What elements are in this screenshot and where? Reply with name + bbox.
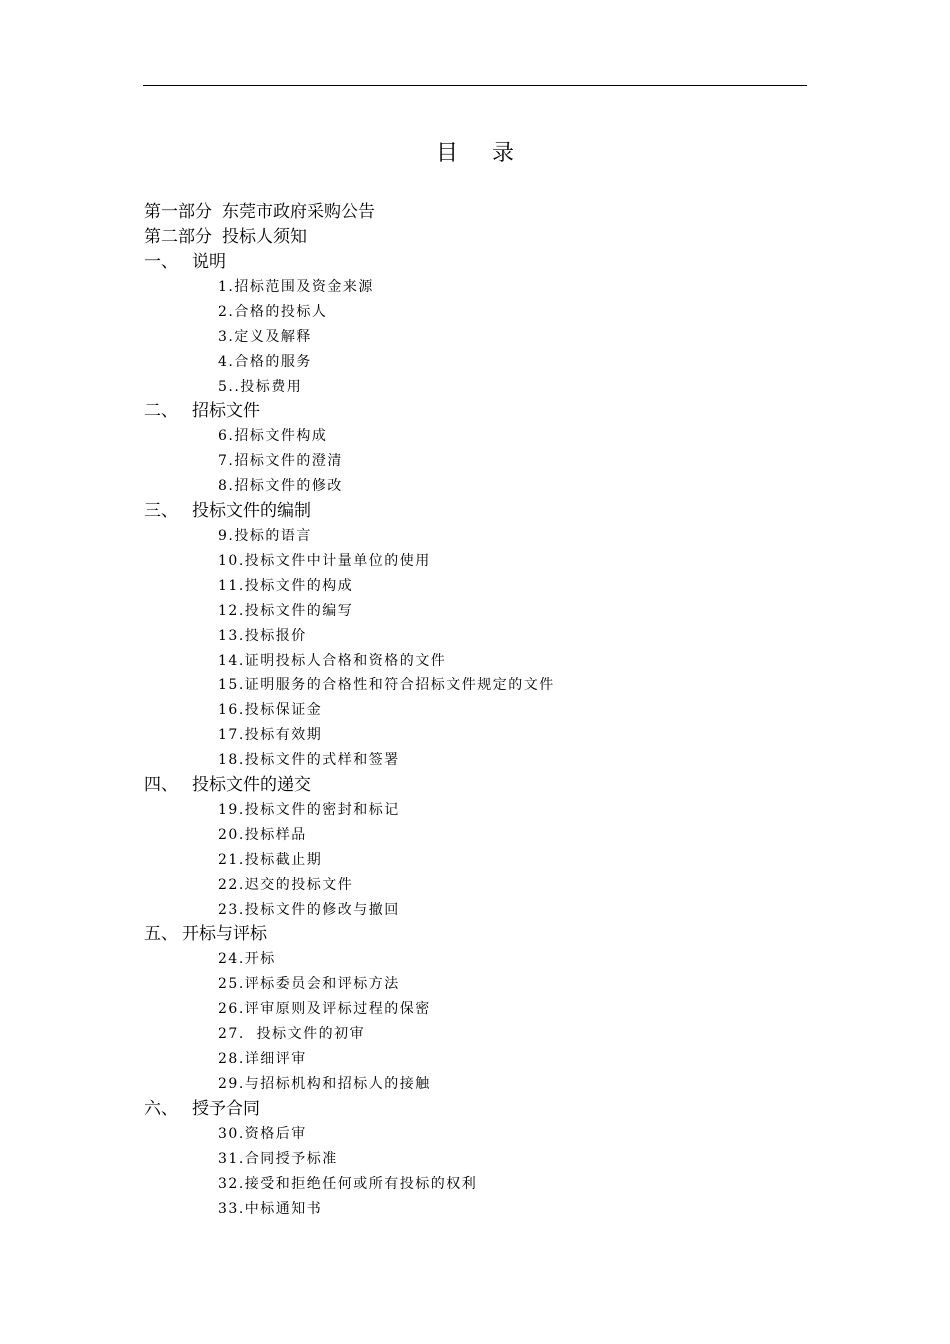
toc-item: 13.投标报价 (218, 627, 307, 644)
toc-item: 6.招标文件构成 (218, 428, 328, 445)
section-number: 三、 (144, 501, 178, 522)
section-title: 授予合同 (192, 1098, 260, 1119)
toc-item: 11.投标文件的构成 (218, 577, 354, 594)
part-title: 东莞市政府采购公告 (222, 202, 375, 222)
toc-item: 24.开标 (218, 951, 276, 968)
toc-item: 18.投标文件的式样和签署 (218, 752, 400, 769)
toc-item: 7.招标文件的澄清 (218, 453, 343, 470)
toc-item: 31.合同授予标准 (218, 1150, 338, 1167)
toc-item: 33.中标通知书 (218, 1200, 323, 1217)
toc-item: 15.证明服务的合格性和符合招标文件规定的文件 (218, 677, 555, 694)
toc-section (144, 499, 804, 524)
toc-item: 23.投标文件的修改与撤回 (218, 901, 400, 918)
toc-item: 17.投标有效期 (218, 727, 323, 744)
toc-item: 30.资格后审 (218, 1125, 307, 1142)
toc-item: 20.投标样品 (218, 826, 307, 843)
part-label: 第一部分 (144, 202, 212, 222)
section-number: 六、 (144, 1098, 178, 1119)
section-number: 一、 (144, 252, 178, 272)
toc-item: 25.评标委员会和评标方法 (218, 976, 400, 993)
section-number: 五、 (144, 924, 178, 945)
toc-item: 27. 投标文件的初审 (218, 1026, 366, 1043)
part-label: 第二部分 (144, 227, 212, 247)
toc-item: 26.评审原则及评标过程的保密 (218, 1001, 431, 1018)
toc-item: 12.投标文件的编写 (218, 602, 354, 619)
section-title: 投标文件的递交 (192, 775, 311, 796)
toc-item: 28.详细评审 (218, 1051, 307, 1068)
toc-item: 22.迟交的投标文件 (218, 876, 354, 893)
page-title (0, 136, 950, 167)
toc-item: 10.投标文件中计量单位的使用 (218, 553, 431, 570)
title-char-2: 录 (492, 141, 515, 166)
toc-item: 19.投标文件的密封和标记 (218, 802, 400, 819)
toc-section (144, 1097, 804, 1122)
section-title: 招标文件 (192, 401, 260, 422)
header-rule (143, 85, 807, 86)
toc-item: 29.与招标机构和招标人的接触 (218, 1075, 431, 1092)
toc-item: 3.定义及解释 (218, 328, 312, 345)
section-title: 开标与评标 (182, 924, 267, 945)
toc-item: 9.投标的语言 (218, 528, 312, 545)
part-title: 投标人须知 (222, 227, 307, 247)
toc-item: 32.接受和拒绝任何或所有投标的权利 (218, 1175, 478, 1192)
toc-item: 21.投标截止期 (218, 851, 323, 868)
section-title: 投标文件的编制 (192, 501, 311, 522)
toc-section (144, 773, 804, 798)
toc-item: 5..投标费用 (218, 378, 303, 395)
table-of-contents (144, 200, 804, 1221)
toc-item: 2.合格的投标人 (218, 303, 328, 320)
toc-item: 16.投标保证金 (218, 702, 323, 719)
toc-item: 8.招标文件的修改 (218, 478, 343, 495)
toc-part (144, 225, 804, 250)
title-char-1: 目 (435, 141, 458, 166)
section-title: 说明 (192, 252, 226, 272)
toc-section (144, 250, 804, 275)
section-number: 二、 (144, 401, 178, 422)
toc-part (144, 200, 804, 225)
toc-item: 14.证明投标人合格和资格的文件 (218, 652, 447, 669)
toc-section (144, 399, 804, 424)
section-number: 四、 (144, 775, 178, 796)
toc-item: 1.招标范围及资金来源 (218, 279, 374, 295)
toc-section (144, 922, 804, 947)
toc-item: 4.合格的服务 (218, 353, 312, 370)
